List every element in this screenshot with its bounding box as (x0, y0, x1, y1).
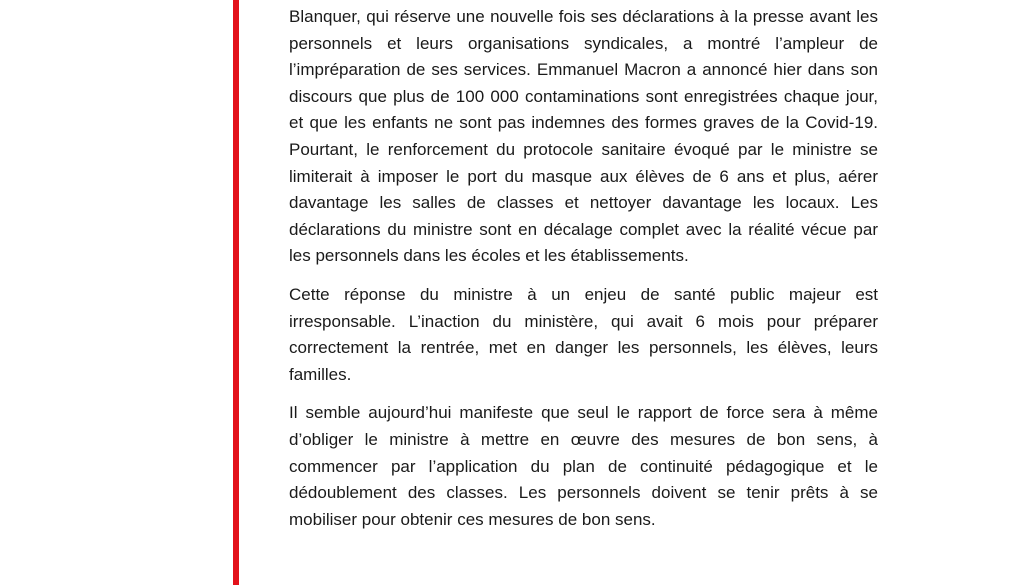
paragraph-rapport-de-force: Il semble aujourd’hui manifeste que seul le rapport de force sera à même d’obliger le ministre à mettre en œuvre des mesures de bon sens, à commencer par l’application du plan de continuité pédagogique et le dédoublement des classes. Les personnels doivent se tenir prêts à se mobiliser pour obtenir ces mesures de bon sens. (289, 403, 878, 529)
document-body (289, 4, 878, 545)
red-margin-rule (233, 0, 239, 585)
paragraph-ministre-irresponsable: Cette réponse du ministre à un enjeu de santé public majeur est irresponsable. L’inaction du ministère, qui avait 6 mois pour préparer correctement la rentrée, met en danger les personnels, les élèves, leurs familles. (289, 284, 878, 384)
paragraph-blanquer-declarations: Blanquer, qui réserve une nouvelle fois ses déclarations à la presse avant les personnels et leurs organisations syndicales, a montré l’ampleur de l’impréparation de ses services. Emmanuel Macron a annoncé hier dans son discours que plus de 100 000 contaminations sont enregistrées chaque jour, et que les enfants ne sont pas indemnes des formes graves de la Covid-19. Pourtant, le renforcement du protocole sanitaire évoqué par le ministre se limiterait à imposer le port du masque aux élèves de 6 ans et plus, aérer davantage les salles de classes et nettoyer davantage les locaux. Les déclarations du ministre sont en décalage complet avec la réalité vécue par les personnels dans les écoles et les établissements. (289, 7, 878, 266)
